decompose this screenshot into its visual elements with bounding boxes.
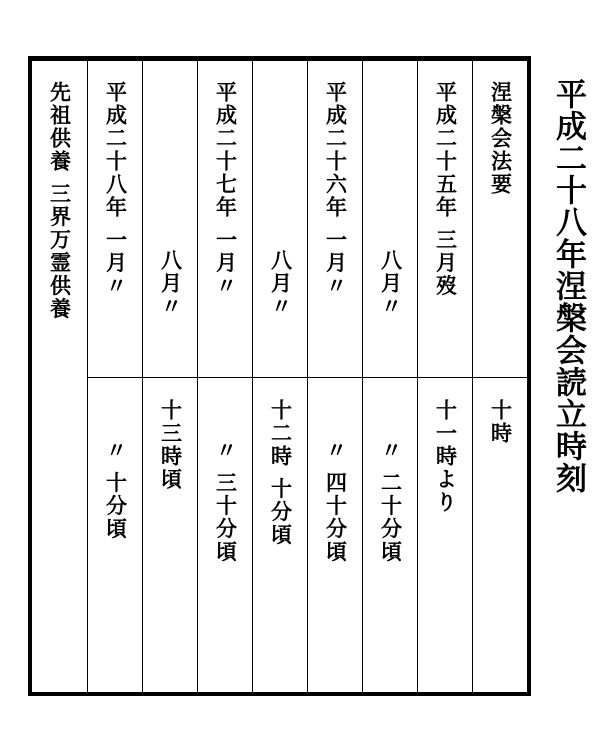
row-divider — [308, 377, 363, 378]
table-column-h28-january — [87, 61, 142, 692]
row-divider — [473, 377, 528, 378]
schedule-table — [28, 56, 531, 696]
event-cell: 先祖供養 三界万霊供養 — [47, 81, 73, 321]
event-cell: 平成二十七年 一月〃 — [213, 81, 239, 298]
event-cell: 八月〃 — [268, 249, 294, 318]
row-divider — [88, 377, 143, 378]
event-cell: 八月〃 — [378, 249, 404, 318]
time-cell: 十時 — [488, 399, 514, 445]
table-column-h27-august — [142, 61, 197, 692]
time-cell: 〃 十分頃 — [103, 439, 129, 541]
time-cell: 十三時頃 — [158, 399, 184, 491]
time-cell: 十二時 十分頃 — [268, 399, 294, 547]
event-cell: 平成二十八年 一月〃 — [103, 81, 129, 298]
table-column-h26-january — [307, 61, 362, 692]
row-divider — [363, 377, 418, 378]
table-column-h27-january — [197, 61, 252, 692]
row-divider — [418, 377, 473, 378]
table-column-h26-august — [252, 61, 307, 692]
time-cell: 〃 四十分頃 — [323, 439, 349, 564]
time-cell: 〃 三十分頃 — [213, 439, 239, 564]
page-title: 平成二十八年涅槃会読立時刻 — [550, 78, 586, 494]
event-cell: 八月〃 — [158, 249, 184, 318]
row-divider — [198, 377, 253, 378]
table-column-nehan-hoyo — [472, 61, 527, 692]
event-cell: 涅槃会法要 — [488, 81, 514, 196]
row-divider — [253, 377, 308, 378]
event-cell: 平成二十五年 三月歿 — [433, 81, 459, 298]
event-cell: 平成二十六年 一月〃 — [323, 81, 349, 298]
row-divider — [143, 377, 198, 378]
time-cell: 十一時より — [433, 399, 459, 514]
table-column-h25-august — [362, 61, 417, 692]
table-column-h25-march — [417, 61, 472, 692]
table-column-senzo-kuyo — [32, 61, 87, 692]
time-cell: 〃 二十分頃 — [378, 439, 404, 564]
